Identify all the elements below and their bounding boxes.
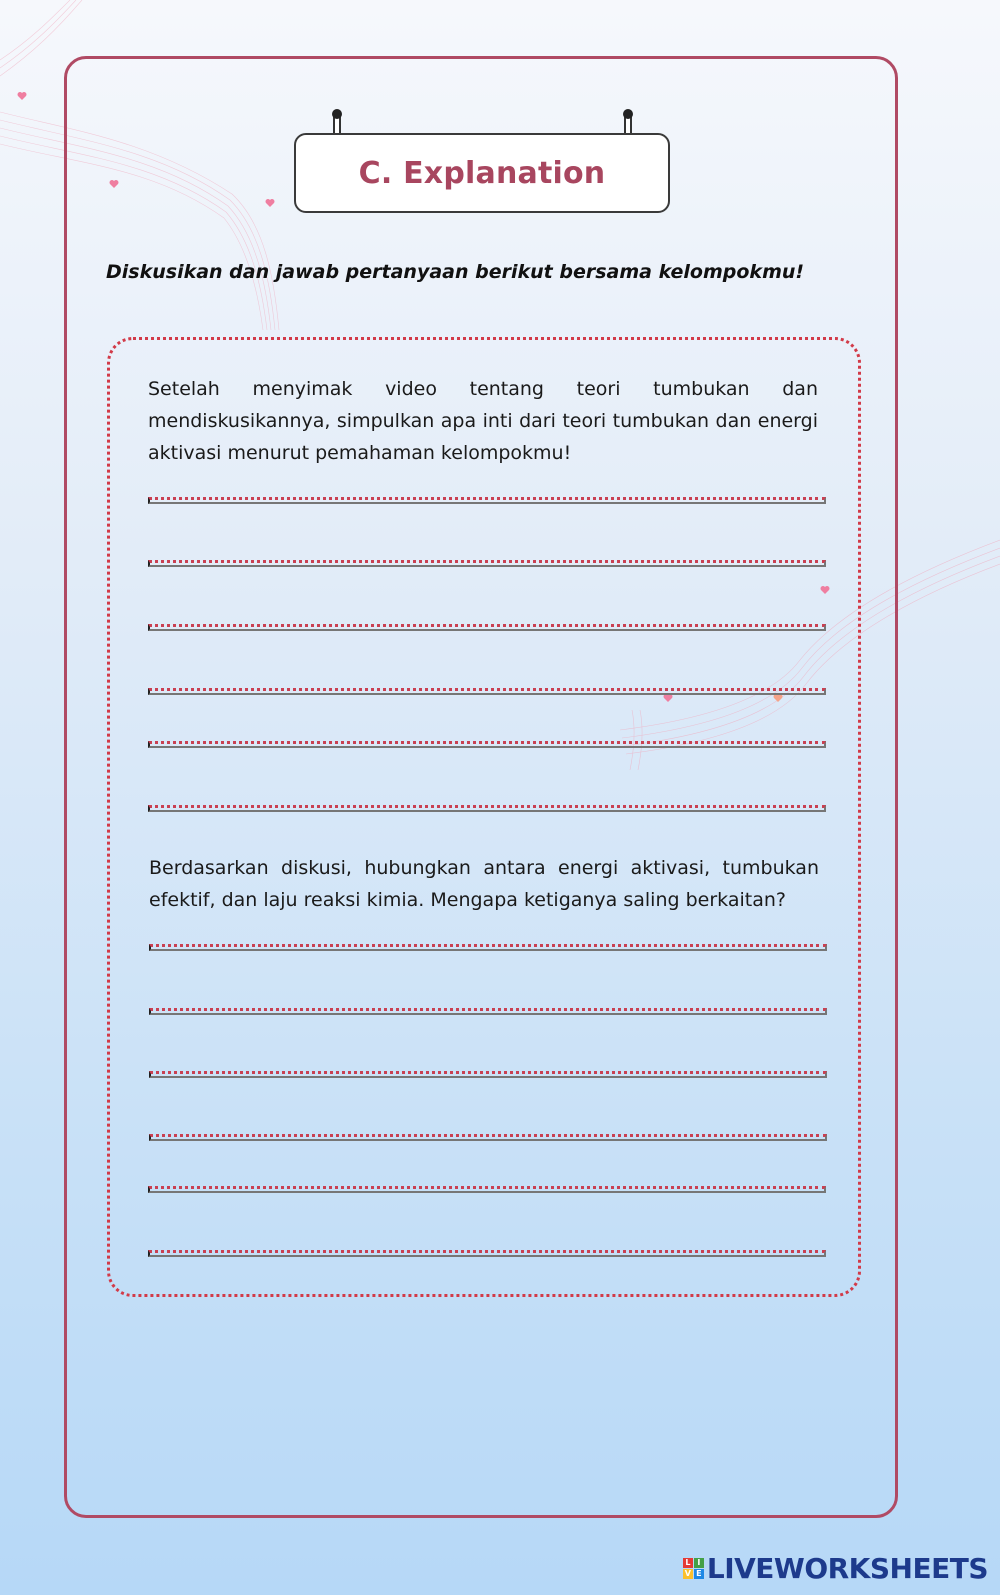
answer-line-q1-1[interactable] (148, 497, 826, 504)
answer-line-q2-5[interactable] (148, 1186, 826, 1193)
question-1-text: Setelah menyimak video tentang teori tumbukan dan mendiskusikannya, simpulkan apa inti dari teori tumbukan dan energi aktivasi menurut pemahaman kelompokmu! (148, 378, 818, 464)
answer-line-q1-3[interactable] (148, 624, 826, 631)
answer-line-q1-4[interactable] (148, 688, 826, 695)
answer-line-q2-4[interactable] (149, 1134, 827, 1141)
answer-line-q2-2[interactable] (149, 1008, 827, 1015)
section-title: C. Explanation (358, 155, 606, 191)
answer-line-q2-6[interactable] (148, 1250, 826, 1257)
liveworksheets-logo (683, 1552, 988, 1585)
logo-text: LIVEWORKSHEETS (706, 1552, 988, 1585)
answer-line-q2-1[interactable] (149, 944, 827, 951)
answer-line-q1-6[interactable] (148, 805, 826, 812)
answer-line-q2-3[interactable] (149, 1071, 827, 1078)
question-2-text: Berdasarkan diskusi, hubungkan antara energi aktivasi, tumbukan efektif, dan laju reaksi kimia. Mengapa ketiganya saling berkaitan? (149, 857, 819, 911)
answer-line-q1-2[interactable] (148, 560, 826, 567)
instruction-text: Diskusikan dan jawab pertanyaan berikut bersama kelompokmu! (106, 261, 805, 283)
section-title-plate (294, 133, 670, 213)
liveworksheets-logo-icon: L I V E (683, 1558, 704, 1579)
answer-line-q1-5[interactable] (148, 741, 826, 748)
question-box (107, 337, 861, 1297)
